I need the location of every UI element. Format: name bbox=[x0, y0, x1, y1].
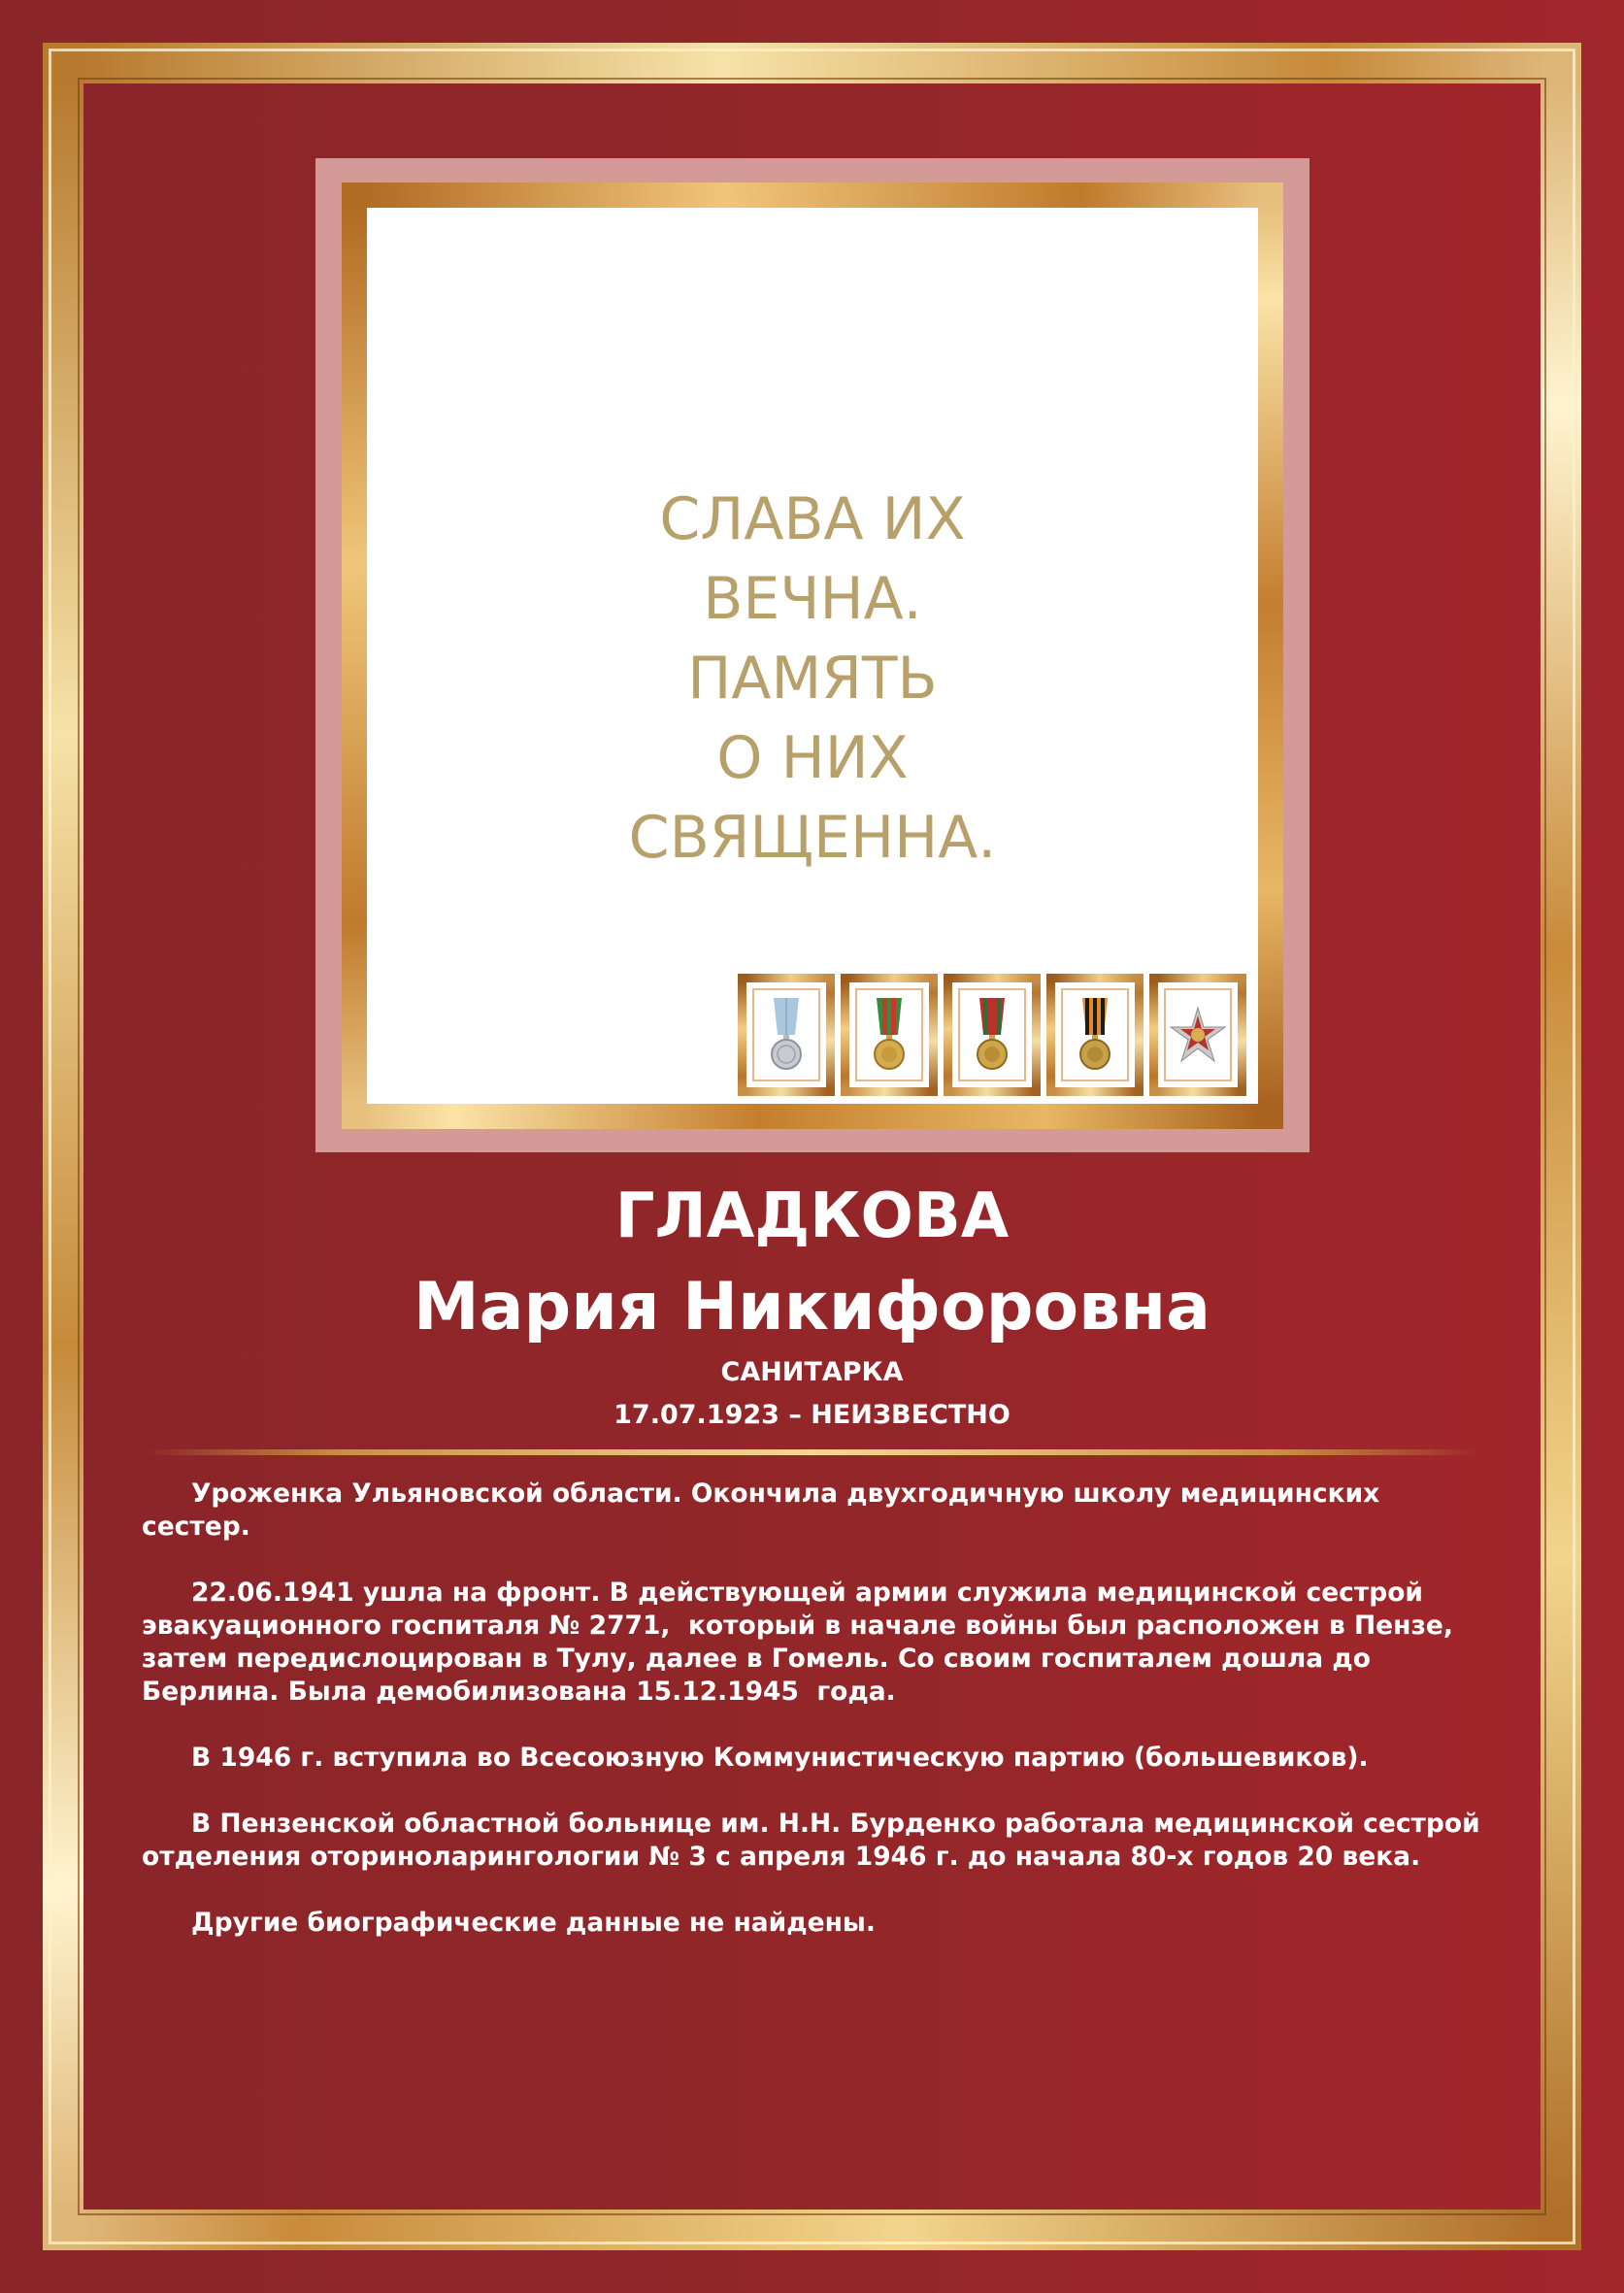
biography-paragraph: В Пензенской областной больнице им. Н.Н. Бурденко работала медицинской сестрой отделения оториноларингологии № 3 с апреля 1946 г. до начала 80-х годов 20 века. bbox=[142, 1809, 1489, 1872]
person-given-names: Мария Никифоровна bbox=[413, 1269, 1211, 1346]
person-surname: ГЛАДКОВА bbox=[614, 1180, 1010, 1252]
biography-paragraph: В 1946 г. вступила во Всесоюзную Коммунистическую партию (большевиков). bbox=[191, 1743, 1369, 1773]
medals-row bbox=[738, 974, 1246, 1096]
medal-red-green-stripes-icon bbox=[944, 974, 1041, 1096]
medal-blue-ribbon-icon bbox=[738, 974, 835, 1096]
slogan-line: ВЕЧНА. bbox=[703, 565, 922, 633]
medal-st-george-ribbon-icon bbox=[1046, 974, 1143, 1096]
gold-divider bbox=[146, 1449, 1478, 1455]
biography-paragraph: Другие биографические данные не найдены. bbox=[191, 1908, 876, 1938]
slogan-line: СЛАВА ИХ bbox=[659, 485, 966, 553]
person-dates: 17.07.1923 – НЕИЗВЕСТНО bbox=[613, 1400, 1011, 1430]
photo-area bbox=[367, 208, 1258, 1104]
slogan-line: СВЯЩЕННА. bbox=[628, 804, 997, 872]
photo-frame bbox=[342, 183, 1283, 1129]
biography-paragraph: Уроженка Ульяновской области. Окончила двухгодичную школу медицинских сестер. bbox=[142, 1479, 1389, 1542]
order-patriotic-war-icon bbox=[1149, 974, 1246, 1096]
memorial-slogan bbox=[367, 480, 1258, 878]
slogan-line: О НИХ bbox=[716, 724, 909, 792]
biography-paragraph: 22.06.1941 ушла на фронт. В действующей армии служила медицинской сестрой эвакуационного госпиталя № 2771, который в начале войны был расположен в Пензе, затем передислоцирован в Тулу, далее в Гомель. Со своим госпиталем дошла до Берлина. Была демобилизована 15.12.1945 года. bbox=[142, 1578, 1463, 1707]
person-role: САНИТАРКА bbox=[720, 1357, 904, 1387]
slogan-line: ПАМЯТЬ bbox=[687, 645, 938, 713]
medal-red-green-ribbon-icon bbox=[841, 974, 938, 1096]
biography bbox=[142, 1478, 1491, 1973]
